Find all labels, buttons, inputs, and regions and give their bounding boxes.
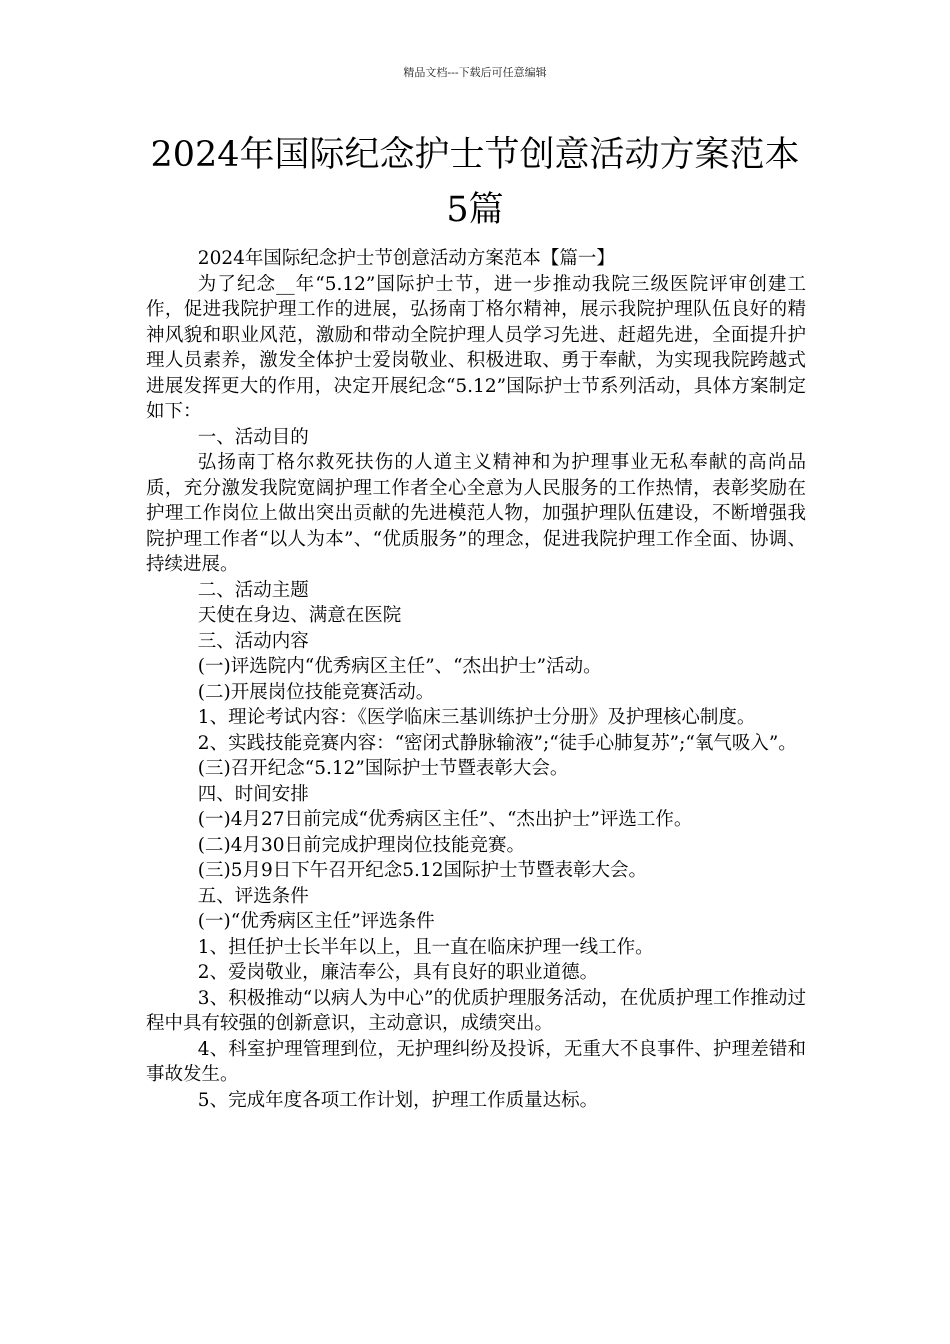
list-item: 2、爱岗敬业，廉洁奉公，具有良好的职业道德。 xyxy=(197,962,599,983)
section-heading: 四、时间安排 xyxy=(197,783,309,805)
list-item: 1、理论考试内容：《医学临床三基训练护士分册》及护理核心制度。 xyxy=(197,707,756,728)
list-item: (二)4月30日前完成护理岗位技能竞赛。 xyxy=(197,834,526,856)
body-paragraph: 天使在身边、满意在医院 xyxy=(197,605,402,626)
title-line-2: 5篇 xyxy=(446,190,504,230)
list-item: (一)“优秀病区主任”评选条件 xyxy=(197,911,435,932)
section-heading: 二、活动主题 xyxy=(197,579,309,601)
list-item: (一)评选院内“优秀病区主任”、“杰出护士”活动。 xyxy=(197,656,602,677)
list-item: (三)召开纪念“5.12”国际护士节暨表彰大会。 xyxy=(197,758,569,779)
document-body xyxy=(146,246,806,1113)
intro-paragraph: 为了纪念__年“5.12”国际护士节，进一步推动我院三级医院评审创建工作，促进我院护理工作的进展，弘扬南丁格尔精神，展示我院护理队伍良好的精神风貌和职业风范，激励和带动全院护理人员学习先进、赶超先进，全面提升护理人员素养，激发全体护士爱岗敬业、积极进取、勇于奉献，为实现我院跨越式进展发挥更大的作用，决定开展纪念“5.12”国际护士节系列活动，具体方案制定如下： xyxy=(146,273,806,422)
list-item: 2、实践技能竞赛内容：“密闭式静脉输液”;“徒手心肺复苏”;“氧气吸入”。 xyxy=(197,732,797,754)
section-heading: 三、活动内容 xyxy=(197,630,309,652)
title-line-1: 2024年国际纪念护士节创意活动方案范本 xyxy=(150,135,800,175)
list-item: (一)4月27日前完成“优秀病区主任”、“杰出护士”评选工作。 xyxy=(197,809,693,830)
section-heading: 五、评选条件 xyxy=(197,885,309,907)
list-item: (二)开展岗位技能竞赛活动。 xyxy=(197,681,435,703)
list-item: (三)5月9日下午召开纪念5.12国际护士节暨表彰大会。 xyxy=(197,860,647,881)
document-title xyxy=(95,128,855,238)
document-header-note: 精品文档---下载后可任意编辑 xyxy=(403,66,547,79)
list-item: 4、科室护理管理到位，无护理纠纷及投诉，无重大不良事件、护理差错和事故发生。 xyxy=(146,1038,806,1085)
body-paragraph: 弘扬南丁格尔救死扶伤的人道主义精神和为护理事业无私奉献的高尚品质，充分激发我院宽阔护理工作者全心全意为人民服务的工作热情，表彰奖励在护理工作岗位上做出突出贡献的先进模范人物，加强护理队伍建设，不断增强我院护理工作者“以人为本”、“优质服务”的理念，促进我院护理工作全面、协调、持续进展。 xyxy=(146,452,806,575)
section-heading: 2024年国际纪念护士节创意活动方案范本【篇一】 xyxy=(197,248,615,269)
list-item: 5、完成年度各项工作计划，护理工作质量达标。 xyxy=(197,1089,599,1111)
section-heading: 一、活动目的 xyxy=(197,426,309,448)
list-item: 3、积极推动“以病人为中心”的优质护理服务活动，在优质护理工作推动过程中具有较强的创新意识，主动意识，成绩突出。 xyxy=(146,987,806,1034)
list-item: 1、担任护士长半年以上，且一直在临床护理一线工作。 xyxy=(197,936,654,958)
